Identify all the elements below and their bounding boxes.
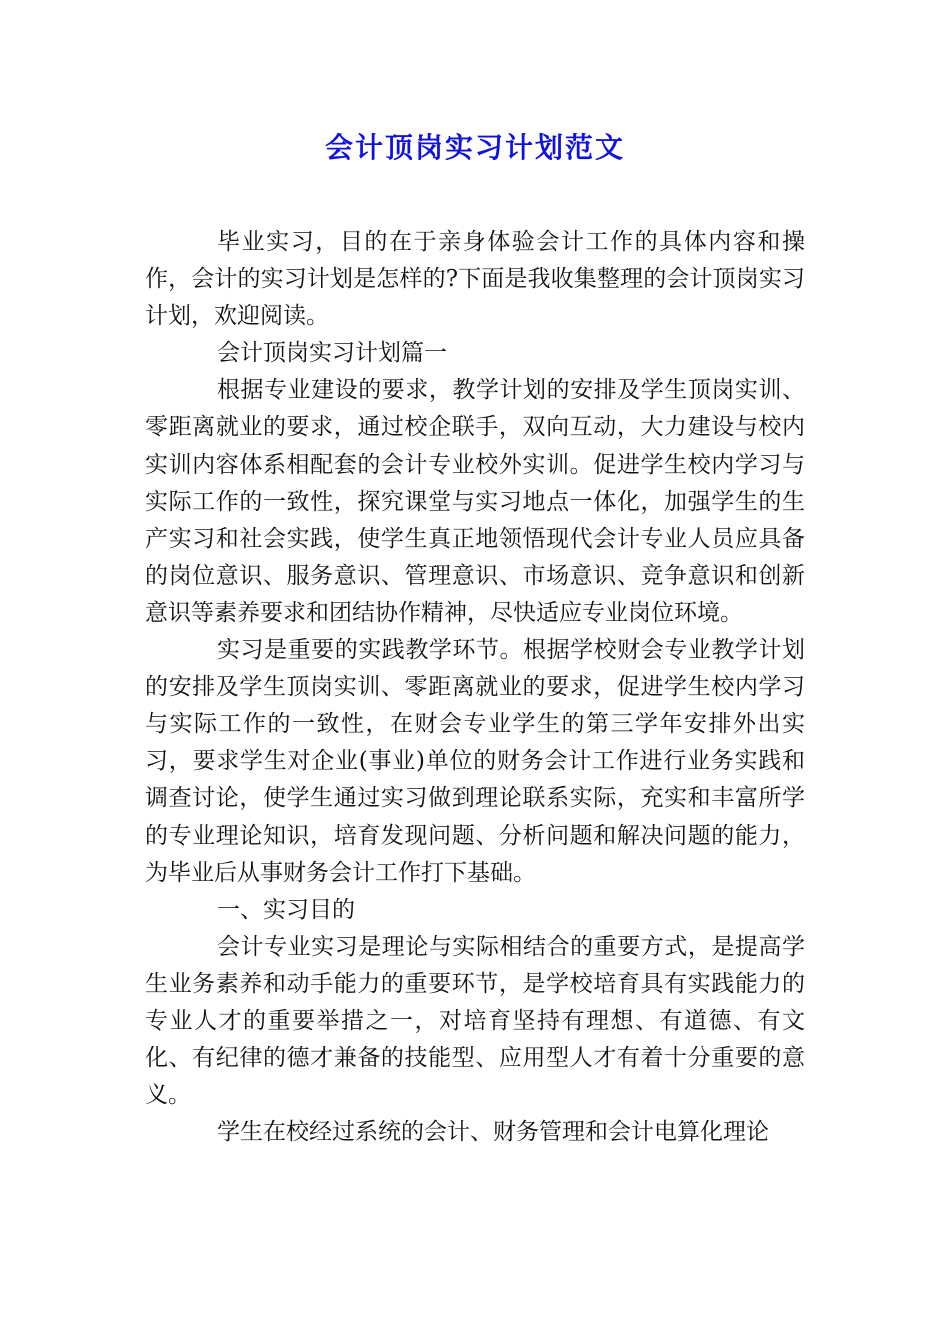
paragraph-intro: 毕业实习，目的在于亲身体验会计工作的具体内容和操作，会计的实习计划是怎样的?下面是我收集整理的会计顶岗实习计划，欢迎阅读。 — [145, 229, 805, 330]
section-heading-part-one: 会计顶岗实习计划篇一 — [217, 340, 447, 367]
section-heading-purpose: 一、实习目的 — [217, 896, 355, 923]
paragraph-continuation: 学生在校经过系统的会计、财务管理和会计电算化理论 — [217, 1119, 769, 1146]
paragraph-purpose: 会计专业实习是理论与实际相结合的重要方式，是提高学生业务素养和动手能力的重要环节，是学校培育具有实践能力的专业人才的重要举措之一，对培育坚持有理想、有道德、有文化、有纪律的德才兼备的技能型、应用型人才有着十分重要的意义。 — [145, 933, 805, 1109]
document-title: 会计顶岗实习计划范文 — [324, 131, 625, 164]
document-body — [145, 224, 805, 1151]
paragraph-background: 根据专业建设的要求，教学计划的安排及学生顶岗实训、零距离就业的要求，通过校企联手，双向互动，大力建设与校内实训内容体系相配套的会计专业校外实训。促进学生校内学习与实际工作的一致性，探究课堂与实习地点一体化，加强学生的生产实习和社会实践，使学生真正地领悟现代会计专业人员应具备的岗位意识、服务意识、管理意识、市场意识、竞争意识和创新意识等素养要求和团结协作精神，尽快适应专业岗位环境。 — [145, 377, 805, 626]
paragraph-practice: 实习是重要的实践教学环节。根据学校财会专业教学计划的安排及学生顶岗实训、零距离就业的要求，促进学生校内学习与实际工作的一致性，在财会专业学生的第三学年安排外出实习，要求学生对企业(事业)单位的财务会计工作进行业务实践和调查讨论，使学生通过实习做到理论联系实际，充实和丰富所学的专业理论知识，培育发现问题、分析问题和解决问题的能力，为毕业后从事财务会计工作打下基础。 — [145, 637, 805, 886]
